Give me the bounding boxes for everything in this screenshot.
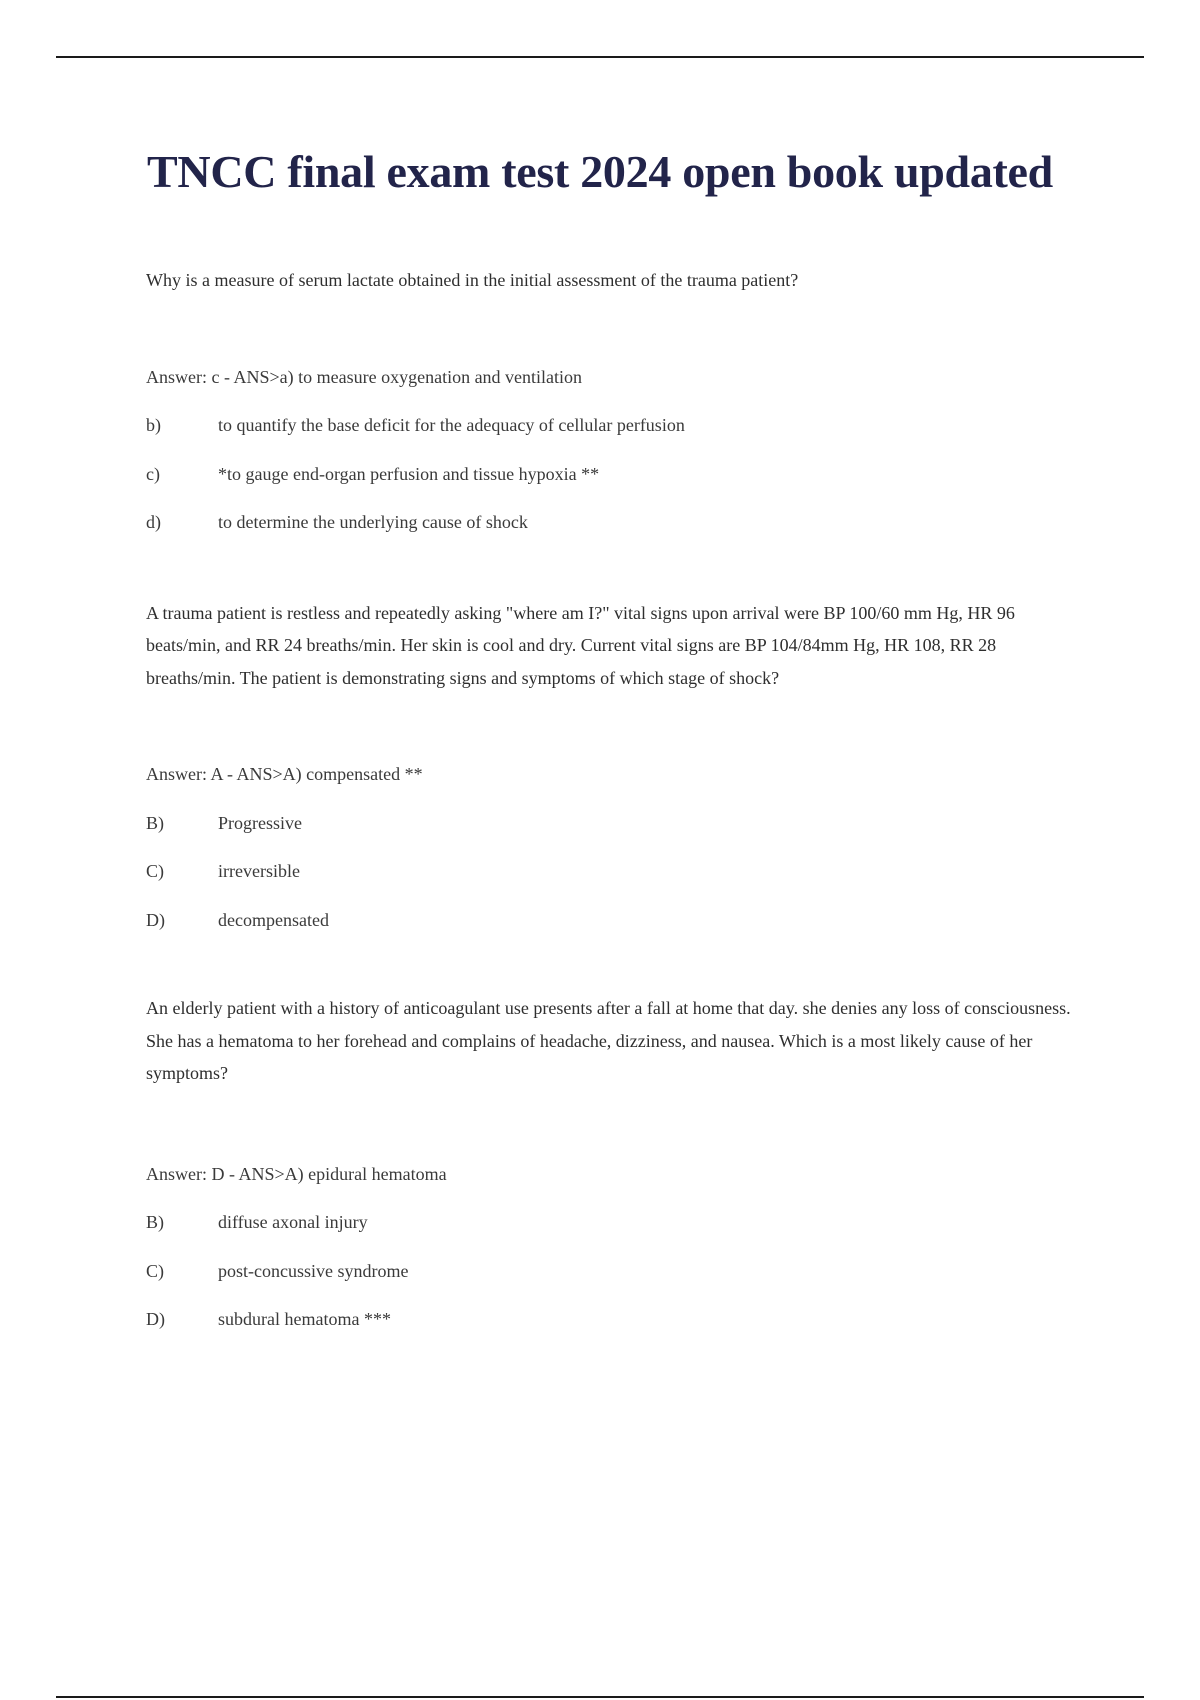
- option-letter: C): [146, 1260, 164, 1281]
- answer-line: Answer: c - ANS>a) to measure oxygenation and ventilation: [146, 366, 583, 387]
- question-block-2: [146, 597, 1086, 937]
- option-item: [146, 807, 1086, 840]
- option-item: [146, 1206, 1086, 1239]
- option-letter: d): [146, 512, 161, 532]
- option-letter: C): [146, 861, 164, 881]
- option-text: irreversible: [218, 861, 300, 881]
- option-text: diffuse axonal injury: [218, 1212, 368, 1232]
- option-letter: B): [146, 812, 164, 833]
- option-item: [146, 855, 1086, 888]
- option-item: [146, 904, 1086, 937]
- option-letter: B): [146, 1212, 164, 1232]
- answer-line: Answer: D - ANS>A) epidural hematoma: [146, 1163, 447, 1184]
- option-letter: b): [146, 415, 161, 435]
- option-text: Progressive: [218, 812, 302, 833]
- question-text: Why is a measure of serum lactate obtained in the initial assessment of the trauma patient?: [146, 270, 799, 290]
- option-letter: D): [146, 909, 165, 930]
- option-text: decompensated: [218, 909, 329, 930]
- option-letter: c): [146, 463, 160, 484]
- option-text: to determine the underlying cause of shock: [218, 512, 528, 532]
- document-title: TNCC final exam test 2024 open book updated: [147, 146, 1053, 197]
- top-rule: [56, 56, 1144, 58]
- option-item: [146, 506, 1086, 539]
- option-text: post-concussive syndrome: [218, 1260, 409, 1281]
- option-item: [146, 458, 1086, 491]
- question-text: A trauma patient is restless and repeatedly asking "where am I?" vital signs upon arrival were BP 100/60 mm Hg, HR 96 beats/min, and RR 24 breaths/min. Her skin is cool and dry. Current vital signs are BP 104/84mm Hg, HR 108, RR 28 breaths/min. The patient is demonstrating signs and symptoms of which stage of shock?: [146, 602, 1015, 688]
- option-text: *to gauge end-organ perfusion and tissue hypoxia **: [218, 463, 600, 484]
- option-item: [146, 1303, 1086, 1336]
- option-letter: D): [146, 1309, 165, 1329]
- question-text: An elderly patient with a history of anticoagulant use presents after a fall at home that day. she denies any loss of consciousness. She has a hematoma to her forehead and complains of headache, dizziness, and nausea. Which is a most likely cause of her symptoms?: [146, 998, 1071, 1083]
- document-body: [146, 264, 1086, 1336]
- answer-line: Answer: A - ANS>A) compensated **: [146, 764, 423, 784]
- option-item: [146, 1255, 1086, 1288]
- question-block-1: [146, 264, 1086, 539]
- question-block-3: [146, 992, 1086, 1336]
- option-text: subdural hematoma ***: [218, 1309, 391, 1329]
- option-text: to quantify the base deficit for the adequacy of cellular perfusion: [218, 415, 685, 435]
- option-item: [146, 409, 1086, 442]
- bottom-rule: [56, 1696, 1144, 1698]
